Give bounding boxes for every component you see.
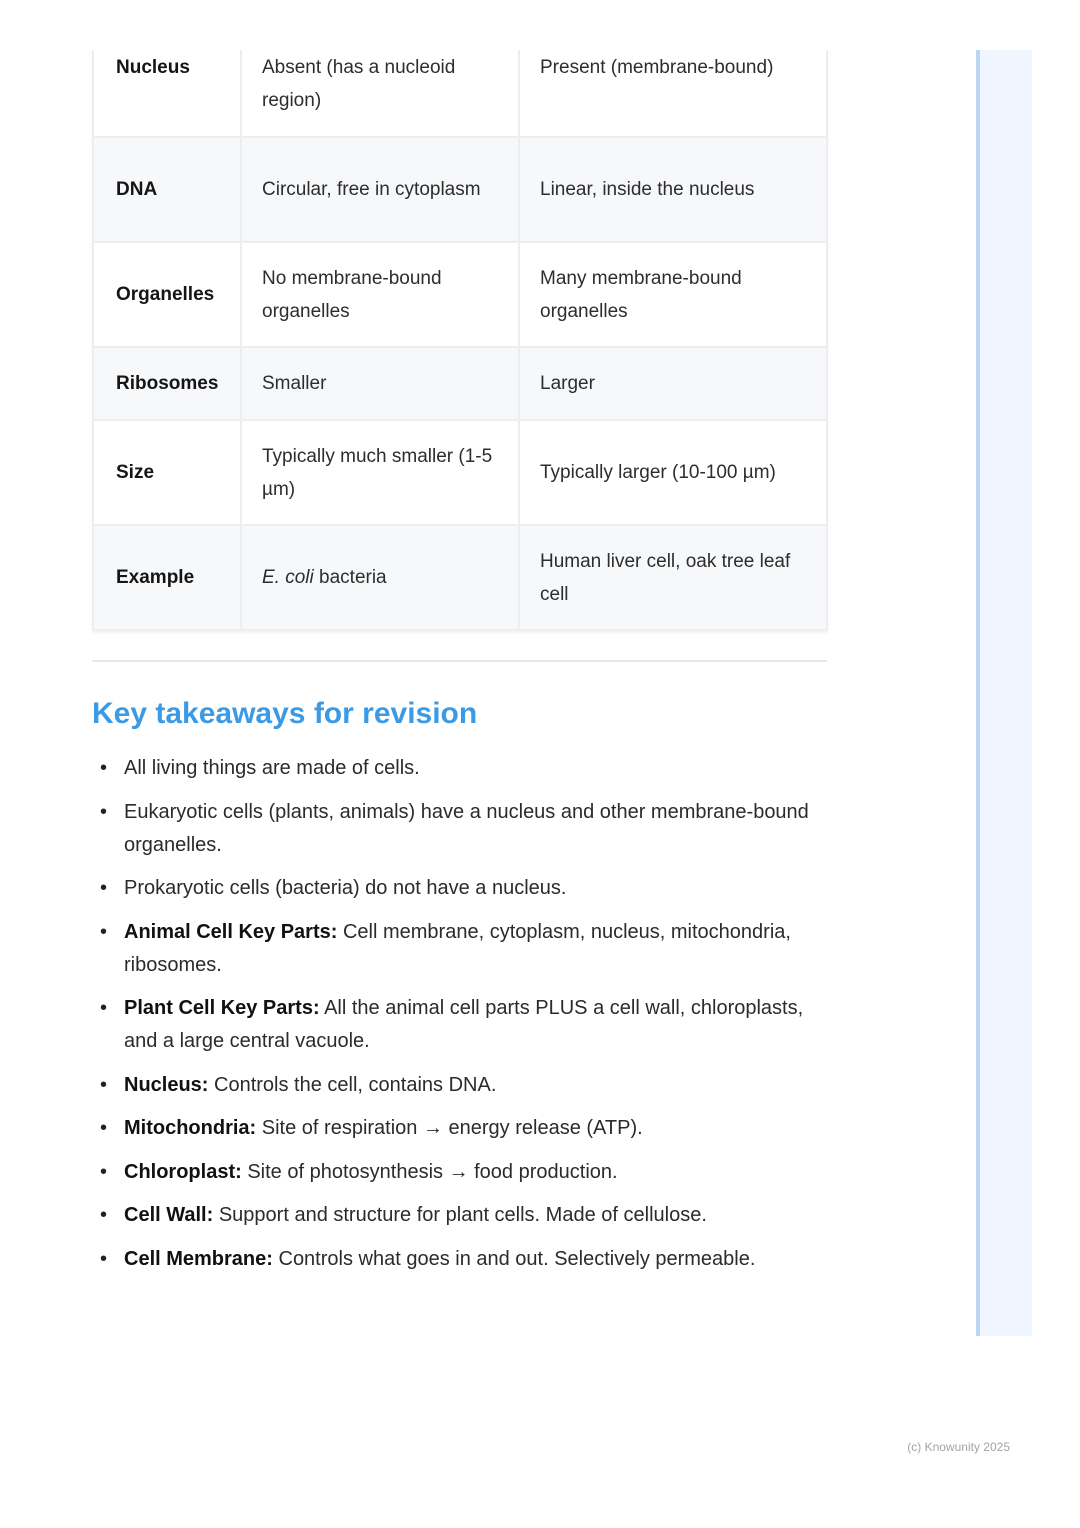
eukaryotic-cell-value: Many membrane-bound organelles [519,242,827,347]
prokaryotic-cell-value: Absent (has a nucleoid region) [241,50,519,137]
item-text: Site of respiration → energy release (ATP). [256,1117,643,1139]
table-row [93,50,827,137]
item-text: Cell membrane, cytoplasm, nucleus, mitochondria, ribosomes. [124,920,791,976]
row-feature-label: Nucleus [93,50,241,137]
item-term: Nucleus: [124,1073,209,1096]
item-text: Prokaryotic cells (bacteria) do not have a nucleus. [124,877,567,899]
eukaryotic-cell-value: Human liver cell, oak tree leaf cell [519,525,827,630]
bullet-icon: • [100,920,108,943]
table-row [93,242,827,347]
takeaways-list [92,752,822,1286]
eukaryotic-cell-value: Linear, inside the nucleus [519,137,827,242]
item-term: Plant Cell Key Parts: [124,997,320,1019]
item-text: Controls the cell, contains DNA. [208,1073,497,1096]
item-term: Chloroplast: [124,1160,242,1183]
prokaryotic-cell-value: Smaller [241,347,519,420]
bullet-icon: • [100,997,108,1019]
row-feature-label: Example [93,525,241,630]
example-suffix: bacteria [313,567,387,588]
copyright-footer: (c) Knowunity 2025 [907,1440,1010,1454]
section-divider [92,660,827,662]
item-text: Support and structure for plant cells. Made of cellulose. [213,1204,707,1226]
bullet-icon: • [100,877,108,899]
row-feature-label: DNA [93,137,241,242]
prokaryotic-cell-value [241,525,519,630]
bullet-icon: • [100,1073,108,1096]
row-feature-label: Organelles [93,242,241,347]
list-item [92,1199,822,1232]
item-term: Mitochondria: [124,1117,257,1139]
list-item [92,992,822,1058]
list-item [92,752,822,785]
bullet-icon: • [100,1160,108,1183]
row-feature-label: Ribosomes [93,347,241,420]
item-text: Eukaryotic cells (plants, animals) have a nucleus and other membrane-bound organelles. [124,800,809,856]
list-item [92,1156,822,1189]
item-term: Animal Cell Key Parts: [124,920,338,943]
table-row [93,137,827,242]
item-term: Cell Membrane: [124,1247,273,1270]
row-feature-label: Size [93,420,241,525]
table-row [93,525,827,630]
list-item [92,872,822,905]
list-item [92,916,822,982]
item-text: Controls what goes in and out. Selectively permeable. [272,1247,756,1270]
comparison-table [92,50,828,631]
item-text: All living things are made of cells. [124,757,420,779]
list-item [92,1243,822,1276]
prokaryotic-cell-value: Circular, free in cytoplasm [241,137,519,242]
bullet-icon: • [100,1204,108,1226]
list-item [92,1069,822,1102]
list-item [92,796,822,862]
bullet-icon: • [100,1117,108,1139]
table-row [93,420,827,525]
prokaryotic-cell-value: No membrane-bound organelles [241,242,519,347]
eukaryotic-cell-value: Larger [519,347,827,420]
eukaryotic-cell-value: Present (membrane-bound) [519,50,827,137]
item-text: Site of photosynthesis → food production. [241,1160,618,1183]
section-heading: Key takeaways for revision [92,697,478,730]
table-row [93,347,827,420]
prokaryotic-cell-value: Typically much smaller (1-5 µm) [241,420,519,525]
bullet-icon: • [100,800,108,823]
species-name: E. coli [262,567,314,588]
item-term: Cell Wall: [124,1204,214,1226]
list-item [92,1112,822,1145]
eukaryotic-cell-value: Typically larger (10-100 µm) [519,420,827,525]
item-text: All the animal cell parts PLUS a cell wall, chloroplasts, and a large central vacuole. [124,997,804,1052]
bullet-icon: • [100,1247,108,1270]
bullet-icon: • [100,757,108,779]
side-note-panel [976,50,1032,1336]
